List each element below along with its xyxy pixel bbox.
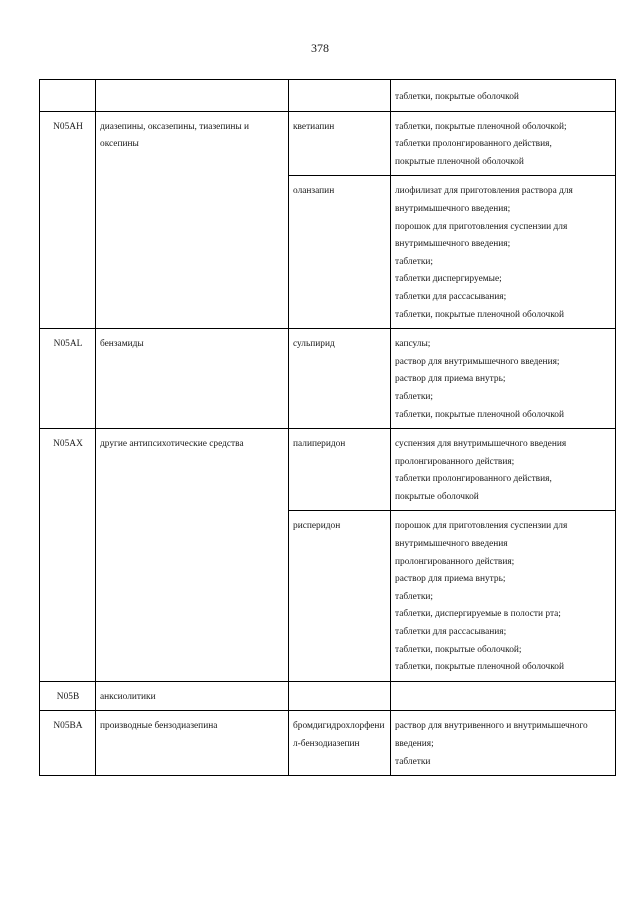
group-cell: [96, 80, 289, 112]
drug-cell: рисперидон: [289, 511, 391, 681]
dosage-form-line: таблетки, покрытые пленочной оболочкой: [395, 309, 564, 320]
page-number: 378: [311, 41, 329, 55]
table-row: [40, 681, 616, 711]
atc-code-cell: [40, 80, 96, 112]
drug-cell: кветиапин: [289, 111, 391, 176]
dosage-forms-cell: [391, 80, 616, 112]
dosage-form-line: внутримышечного введения: [395, 539, 508, 550]
dosage-form-line: раствор для приема внутрь;: [395, 574, 506, 585]
dosage-form-line: суспензия для внутримышечного введения: [395, 439, 567, 450]
drug-cell: [289, 80, 391, 112]
dosage-form-line: таблетки, покрытые оболочкой: [395, 92, 519, 102]
dosage-form-line: таблетки;: [395, 391, 434, 402]
atc-code-cell: N05B: [40, 681, 96, 711]
table-row: [40, 329, 616, 429]
dosage-form-line: внутримышечного введения;: [395, 203, 511, 214]
dosage-form-line: таблетки пролонгированного действия,: [395, 474, 552, 485]
dosage-form-line: покрытые оболочкой: [395, 491, 479, 502]
dosage-form-line: таблетки, покрытые пленочной оболочкой;: [395, 121, 567, 132]
dosage-form-line: таблетки для рассасывания;: [395, 291, 507, 302]
drug-cell: оланзапин: [289, 176, 391, 329]
dosage-form-line: внутримышечного введения;: [395, 239, 511, 250]
atc-code-cell: N05AX: [40, 429, 96, 682]
dosage-forms-cell: [391, 329, 616, 429]
dosage-form-line: таблетки, покрытые пленочной оболочкой: [395, 662, 564, 673]
drug-cell: палиперидон: [289, 429, 391, 511]
dosage-form-line: раствор для приема внутрь;: [395, 374, 506, 385]
dosage-forms-cell: [391, 111, 616, 176]
group-cell: диазепины, оксазепины, тиазепины и оксепины: [96, 111, 289, 329]
dosage-forms-cell: [391, 176, 616, 329]
dosage-form-line: порошок для приготовления суспензии для: [395, 221, 568, 232]
dosage-form-line: раствор для внутримышечного введения;: [395, 356, 560, 367]
dosage-form-line: раствор для внутривенного и внутримышечного: [395, 721, 588, 732]
atc-code-cell: N05AH: [40, 111, 96, 329]
dosage-form-line: таблетки для рассасывания;: [395, 627, 507, 638]
table-row: [40, 711, 616, 776]
atc-code-cell: N05BA: [40, 711, 96, 776]
dosage-form-line: пролонгированного действия;: [395, 456, 515, 467]
dosage-form-line: таблетки, диспергируемые в полости рта;: [395, 609, 561, 620]
dosage-form-line: таблетки диспергируемые;: [395, 274, 502, 285]
dosage-form-line: таблетки, покрытые пленочной оболочкой: [395, 409, 564, 420]
drug-cell: бромдигидрохлорфенил-бензодиазепин: [289, 711, 391, 776]
dosage-forms-cell: [391, 681, 616, 711]
table-row: [40, 80, 616, 112]
group-cell: производные бензодиазепина: [96, 711, 289, 776]
dosage-form-line: таблетки;: [395, 256, 434, 267]
group-cell: другие антипсихотические средства: [96, 429, 289, 682]
drug-cell: [289, 681, 391, 711]
dosage-form-line: порошок для приготовления суспензии для: [395, 521, 568, 532]
group-cell: бензамиды: [96, 329, 289, 429]
drug-cell: сульпирид: [289, 329, 391, 429]
table-row: [40, 111, 616, 176]
dosage-form-line: пролонгированного действия;: [395, 556, 515, 567]
table-row: [40, 429, 616, 511]
dosage-form-line: таблетки пролонгированного действия,: [395, 139, 552, 150]
dosage-form-line: покрытые пленочной оболочкой: [395, 156, 524, 167]
dosage-form-line: таблетки: [395, 756, 431, 767]
dosage-form-line: таблетки, покрытые оболочкой;: [395, 644, 522, 655]
atc-code-cell: N05AL: [40, 329, 96, 429]
dosage-form-line: введения;: [395, 739, 434, 749]
dosage-forms-cell: [391, 711, 616, 776]
drug-table: [39, 79, 616, 776]
dosage-forms-cell: [391, 429, 616, 511]
dosage-form-line: лиофилизат для приготовления раствора для: [395, 186, 573, 197]
dosage-form-line: таблетки;: [395, 591, 434, 602]
group-cell: анксиолитики: [96, 681, 289, 711]
dosage-form-line: капсулы;: [395, 339, 431, 350]
dosage-forms-cell: [391, 511, 616, 681]
